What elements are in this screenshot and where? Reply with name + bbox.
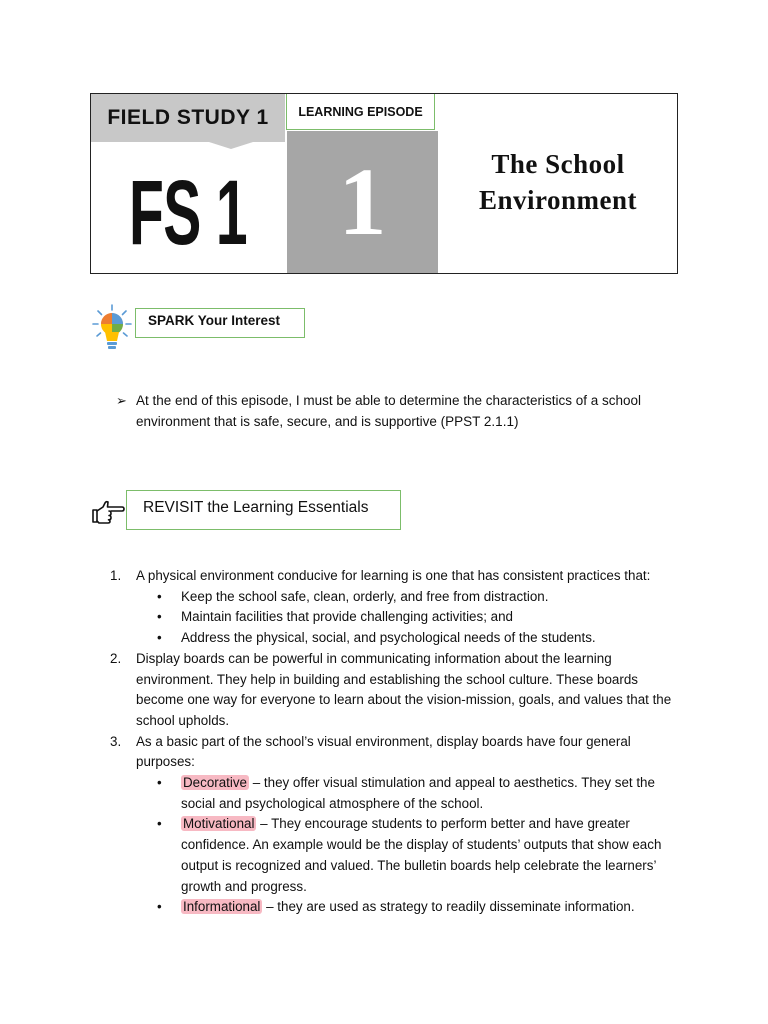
purpose-term-motivational: Motivational <box>183 816 255 832</box>
episode-number: 1 <box>287 131 438 273</box>
episode-title-line1: The School <box>491 149 625 179</box>
revisit-essentials-box <box>126 490 401 530</box>
bullet-dot: • <box>157 775 162 791</box>
objective-bullet <box>116 391 680 432</box>
purpose-desc-motivational: – They encourage students to perform better and have greater confidence. An example would be the display of students’ outputs that show each output is recognized and valued. The bulletin boards help celebrate the learners’ growth and progress. <box>181 816 662 894</box>
sub-bullet <box>110 587 680 608</box>
episode-header <box>90 93 678 274</box>
revisit-essentials-label: REVISIT the Learning Essentials <box>143 499 369 516</box>
spark-interest-label: SPARK Your Interest <box>148 313 281 328</box>
sub-bullet <box>110 628 680 649</box>
sub-bullet-text: Address the physical, social, and psychological needs of the students. <box>181 630 596 646</box>
list-item-text: Display boards can be powerful in communicating information about the learning environment. They help in building and establishing the school culture. These boards become one way for everyone to learn about the vision-mission, goals, and values that the school upholds. <box>136 650 672 728</box>
episode-title <box>441 146 675 218</box>
purpose-bullet-decorative <box>110 773 680 814</box>
purpose-desc-informational: – they are used as strategy to readily disseminate information. <box>262 899 635 915</box>
bullet-dot: • <box>157 630 162 646</box>
sub-bullet <box>110 607 680 628</box>
bullet-dot: • <box>157 899 162 915</box>
list-number: 1. <box>110 568 122 583</box>
purpose-bullet-motivational <box>110 814 680 897</box>
sub-bullet-text: Maintain facilities that provide challenging activities; and <box>181 609 513 625</box>
bullet-dot: • <box>157 588 162 604</box>
pointing-hand-icon <box>91 499 125 525</box>
spark-interest-box <box>135 308 305 338</box>
list-number: 2. <box>110 650 122 666</box>
sub-bullet-text: Keep the school safe, clean, orderly, and free from distraction. <box>181 588 549 604</box>
bullet-dot: • <box>157 816 162 832</box>
lightbulb-icon <box>92 303 132 355</box>
list-number: 3. <box>110 733 122 749</box>
list-item-text: As a basic part of the school’s visual environment, display boards have four general purposes: <box>136 733 631 770</box>
purpose-desc-decorative: – they offer visual stimulation and appeal to aesthetics. They set the social and psychological atmosphere of the school. <box>181 775 655 811</box>
learning-episode-tab <box>286 94 435 130</box>
fs-big-label: FS 1 <box>129 162 247 264</box>
arrow-bullet-icon: ➢ <box>116 393 127 408</box>
bullet-dot: • <box>157 609 162 625</box>
learning-episode-label: LEARNING EPISODE <box>298 104 423 119</box>
field-study-tab <box>91 94 285 142</box>
list-item <box>110 566 680 587</box>
field-study-tab-notch <box>209 142 253 149</box>
list-item <box>110 732 680 773</box>
purpose-term-informational: Informational <box>183 899 261 915</box>
purpose-term-decorative: Decorative <box>183 775 248 791</box>
episode-title-line2: Environment <box>478 185 638 215</box>
list-item-text: A physical environment conducive for learning is one that has consistent practices that: <box>136 568 651 583</box>
purpose-bullet-informational <box>110 897 680 918</box>
learning-essentials-list <box>110 566 680 918</box>
objective-text: At the end of this episode, I must be able to determine the characteristics of a school environment that is safe, secure, and is supportive (PPST 2.1.1) <box>136 393 642 429</box>
field-study-label: FIELD STUDY 1 <box>107 106 269 129</box>
list-item <box>110 649 680 732</box>
